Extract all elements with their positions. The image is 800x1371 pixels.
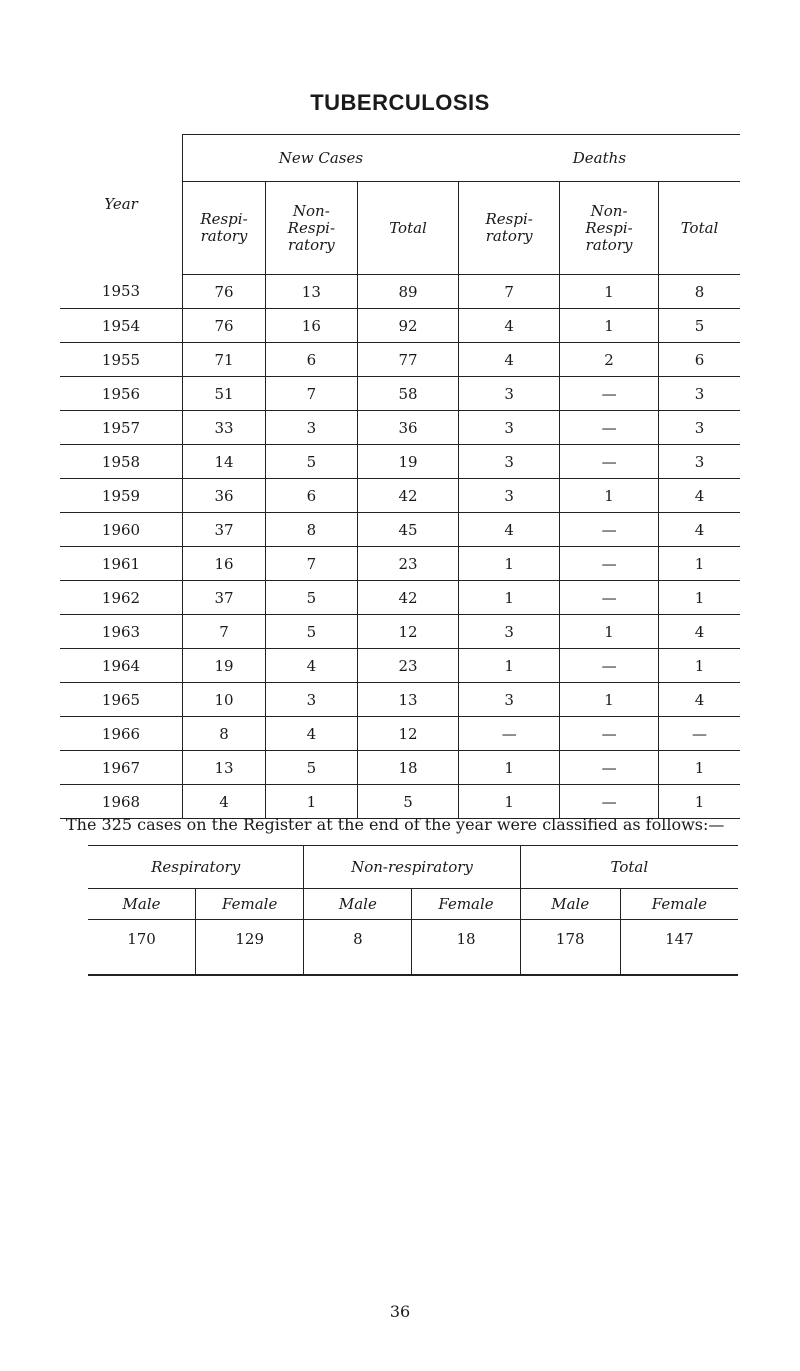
- year-column-header: Year: [104, 195, 138, 213]
- new-cases-respiratory-cell: 51: [183, 377, 266, 411]
- new-cases-total-cell: 23: [357, 649, 459, 683]
- table-row: [60, 785, 740, 819]
- table-row: [60, 513, 740, 547]
- new-cases-total-cell: 89: [357, 275, 459, 309]
- deaths-respiratory-cell: 1: [459, 649, 560, 683]
- deaths-total-cell: 3: [659, 411, 740, 445]
- year-cell: 1967: [60, 751, 183, 785]
- deaths-respiratory-cell: 7: [459, 275, 560, 309]
- new-cases-respiratory-cell: 36: [183, 479, 266, 513]
- deaths-total-cell: 4: [659, 479, 740, 513]
- deaths-non-respiratory-cell: 1: [560, 479, 659, 513]
- deaths-total-cell: 1: [659, 751, 740, 785]
- deaths-total-cell: 1: [659, 547, 740, 581]
- non-respiratory-group-header: Non-respiratory: [304, 846, 520, 889]
- new-cases-total-cell: 12: [357, 717, 459, 751]
- new-cases-total-cell: 18: [357, 751, 459, 785]
- new-cases-respiratory-cell: 4: [183, 785, 266, 819]
- deaths-non-respiratory-cell: 1: [560, 309, 659, 343]
- new-cases-total-cell: 36: [357, 411, 459, 445]
- year-cell: 1954: [60, 309, 183, 343]
- page-title: TUBERCULOSIS: [310, 90, 490, 115]
- deaths-total-cell: 1: [659, 649, 740, 683]
- total-group-header: Total: [520, 846, 738, 889]
- new-cases-non-respiratory-cell: 5: [265, 445, 357, 479]
- register-values-row: [88, 920, 738, 976]
- table-row: [60, 717, 740, 751]
- deaths-respiratory-header: Respi- ratory: [459, 182, 560, 275]
- total-male-value: 178: [520, 920, 620, 976]
- new-cases-non-respiratory-cell: 5: [265, 581, 357, 615]
- respiratory-group-header: Respiratory: [88, 846, 304, 889]
- new-cases-non-respiratory-cell: 4: [265, 717, 357, 751]
- deaths-non-respiratory-header: Non- Respi- ratory: [560, 182, 659, 275]
- register-sub-header-row: [88, 889, 738, 920]
- year-cell: 1968: [60, 785, 183, 819]
- new-cases-total-header: Total: [357, 182, 459, 275]
- new-cases-non-respiratory-cell: 7: [265, 547, 357, 581]
- new-cases-non-respiratory-cell: 6: [265, 479, 357, 513]
- deaths-non-respiratory-cell: 1: [560, 683, 659, 717]
- deaths-non-respiratory-cell: —: [560, 547, 659, 581]
- new-cases-total-cell: 58: [357, 377, 459, 411]
- new-cases-respiratory-cell: 71: [183, 343, 266, 377]
- tuberculosis-table: [60, 134, 740, 819]
- deaths-non-respiratory-cell: 1: [560, 275, 659, 309]
- new-cases-respiratory-cell: 8: [183, 717, 266, 751]
- new-cases-total-cell: 12: [357, 615, 459, 649]
- new-cases-total-cell: 42: [357, 479, 459, 513]
- deaths-respiratory-cell: 3: [459, 683, 560, 717]
- year-cell: 1955: [60, 343, 183, 377]
- deaths-respiratory-cell: 3: [459, 377, 560, 411]
- new-cases-respiratory-cell: 19: [183, 649, 266, 683]
- new-cases-non-respiratory-cell: 13: [265, 275, 357, 309]
- new-cases-non-respiratory-cell: 8: [265, 513, 357, 547]
- new-cases-respiratory-cell: 13: [183, 751, 266, 785]
- table-row: [60, 377, 740, 411]
- table-row: [60, 581, 740, 615]
- deaths-total-cell: 1: [659, 785, 740, 819]
- new-cases-header: New Cases: [183, 135, 459, 182]
- new-cases-total-cell: 19: [357, 445, 459, 479]
- year-cell: 1963: [60, 615, 183, 649]
- new-cases-respiratory-cell: 7: [183, 615, 266, 649]
- new-cases-respiratory-cell: 37: [183, 513, 266, 547]
- deaths-total-cell: 4: [659, 683, 740, 717]
- total-male-header: Male: [520, 889, 620, 920]
- deaths-respiratory-cell: —: [459, 717, 560, 751]
- table-row: [60, 275, 740, 309]
- deaths-non-respiratory-cell: 2: [560, 343, 659, 377]
- table-row: [60, 479, 740, 513]
- deaths-non-respiratory-cell: —: [560, 751, 659, 785]
- respiratory-female-header: Female: [196, 889, 304, 920]
- new-cases-respiratory-cell: 37: [183, 581, 266, 615]
- deaths-respiratory-cell: 1: [459, 547, 560, 581]
- deaths-non-respiratory-cell: —: [560, 717, 659, 751]
- register-group-header-row: [88, 846, 738, 889]
- non-respiratory-female-header: Female: [412, 889, 520, 920]
- new-cases-non-respiratory-cell: 3: [265, 683, 357, 717]
- deaths-non-respiratory-cell: 1: [560, 615, 659, 649]
- year-cell: 1965: [60, 683, 183, 717]
- new-cases-total-cell: 92: [357, 309, 459, 343]
- deaths-non-respiratory-cell: —: [560, 581, 659, 615]
- table-row: [60, 547, 740, 581]
- group-header-row: [60, 135, 740, 182]
- new-cases-non-respiratory-cell: 4: [265, 649, 357, 683]
- table-row: [60, 343, 740, 377]
- new-cases-total-cell: 23: [357, 547, 459, 581]
- year-cell: 1957: [60, 411, 183, 445]
- new-cases-respiratory-cell: 10: [183, 683, 266, 717]
- deaths-non-respiratory-cell: —: [560, 785, 659, 819]
- year-cell: 1958: [60, 445, 183, 479]
- year-cell: 1960: [60, 513, 183, 547]
- deaths-non-respiratory-cell: —: [560, 649, 659, 683]
- deaths-non-respiratory-cell: —: [560, 513, 659, 547]
- year-cell: 1953: [60, 275, 183, 309]
- table-row: [60, 751, 740, 785]
- deaths-respiratory-cell: 4: [459, 309, 560, 343]
- deaths-total-header: Total: [659, 182, 740, 275]
- respiratory-female-value: 129: [196, 920, 304, 976]
- new-cases-respiratory-cell: 33: [183, 411, 266, 445]
- table-row: [60, 411, 740, 445]
- new-cases-non-respiratory-cell: 3: [265, 411, 357, 445]
- deaths-respiratory-cell: 3: [459, 411, 560, 445]
- deaths-respiratory-cell: 1: [459, 751, 560, 785]
- deaths-header: Deaths: [459, 135, 740, 182]
- new-cases-non-respiratory-cell: 7: [265, 377, 357, 411]
- deaths-total-cell: —: [659, 717, 740, 751]
- year-cell: 1961: [60, 547, 183, 581]
- new-cases-total-cell: 45: [357, 513, 459, 547]
- deaths-total-cell: 4: [659, 513, 740, 547]
- year-cell: 1962: [60, 581, 183, 615]
- new-cases-non-respiratory-cell: 5: [265, 615, 357, 649]
- table-row: [60, 309, 740, 343]
- table-row: [60, 683, 740, 717]
- new-cases-total-cell: 5: [357, 785, 459, 819]
- deaths-respiratory-cell: 1: [459, 581, 560, 615]
- tuberculosis-table-body: [60, 275, 740, 819]
- new-cases-non-respiratory-cell: 1: [265, 785, 357, 819]
- respiratory-male-value: 170: [88, 920, 196, 976]
- year-cell: 1964: [60, 649, 183, 683]
- non-respiratory-male-header: Male: [304, 889, 412, 920]
- deaths-total-cell: 3: [659, 377, 740, 411]
- total-female-value: 147: [620, 920, 738, 976]
- deaths-total-cell: 6: [659, 343, 740, 377]
- table-row: [60, 445, 740, 479]
- new-cases-non-respiratory-cell: 16: [265, 309, 357, 343]
- deaths-total-cell: 3: [659, 445, 740, 479]
- table-row: [60, 615, 740, 649]
- year-cell: 1956: [60, 377, 183, 411]
- new-cases-respiratory-cell: 14: [183, 445, 266, 479]
- total-female-header: Female: [620, 889, 738, 920]
- deaths-total-cell: 8: [659, 275, 740, 309]
- new-cases-respiratory-header: Respi- ratory: [183, 182, 266, 275]
- year-cell: 1959: [60, 479, 183, 513]
- new-cases-respiratory-cell: 16: [183, 547, 266, 581]
- deaths-respiratory-cell: 1: [459, 785, 560, 819]
- deaths-non-respiratory-cell: —: [560, 411, 659, 445]
- deaths-total-cell: 4: [659, 615, 740, 649]
- deaths-respiratory-cell: 3: [459, 479, 560, 513]
- deaths-respiratory-cell: 3: [459, 615, 560, 649]
- non-respiratory-male-value: 8: [304, 920, 412, 976]
- deaths-respiratory-cell: 3: [459, 445, 560, 479]
- new-cases-respiratory-cell: 76: [183, 309, 266, 343]
- non-respiratory-female-value: 18: [412, 920, 520, 976]
- deaths-respiratory-cell: 4: [459, 343, 560, 377]
- year-cell: 1966: [60, 717, 183, 751]
- deaths-respiratory-cell: 4: [459, 513, 560, 547]
- table-row: [60, 649, 740, 683]
- new-cases-total-cell: 13: [357, 683, 459, 717]
- register-classification-table: [88, 845, 738, 976]
- page-number: 36: [389, 1302, 411, 1321]
- deaths-non-respiratory-cell: —: [560, 377, 659, 411]
- new-cases-non-respiratory-cell: 6: [265, 343, 357, 377]
- new-cases-non-respiratory-header: Non- Respi- ratory: [265, 182, 357, 275]
- new-cases-non-respiratory-cell: 5: [265, 751, 357, 785]
- deaths-total-cell: 1: [659, 581, 740, 615]
- new-cases-total-cell: 77: [357, 343, 459, 377]
- respiratory-male-header: Male: [88, 889, 196, 920]
- register-summary-text: The 325 cases on the Register at the end of the year were classified as follows:—: [66, 815, 725, 834]
- deaths-total-cell: 5: [659, 309, 740, 343]
- new-cases-respiratory-cell: 76: [183, 275, 266, 309]
- new-cases-total-cell: 42: [357, 581, 459, 615]
- deaths-non-respiratory-cell: —: [560, 445, 659, 479]
